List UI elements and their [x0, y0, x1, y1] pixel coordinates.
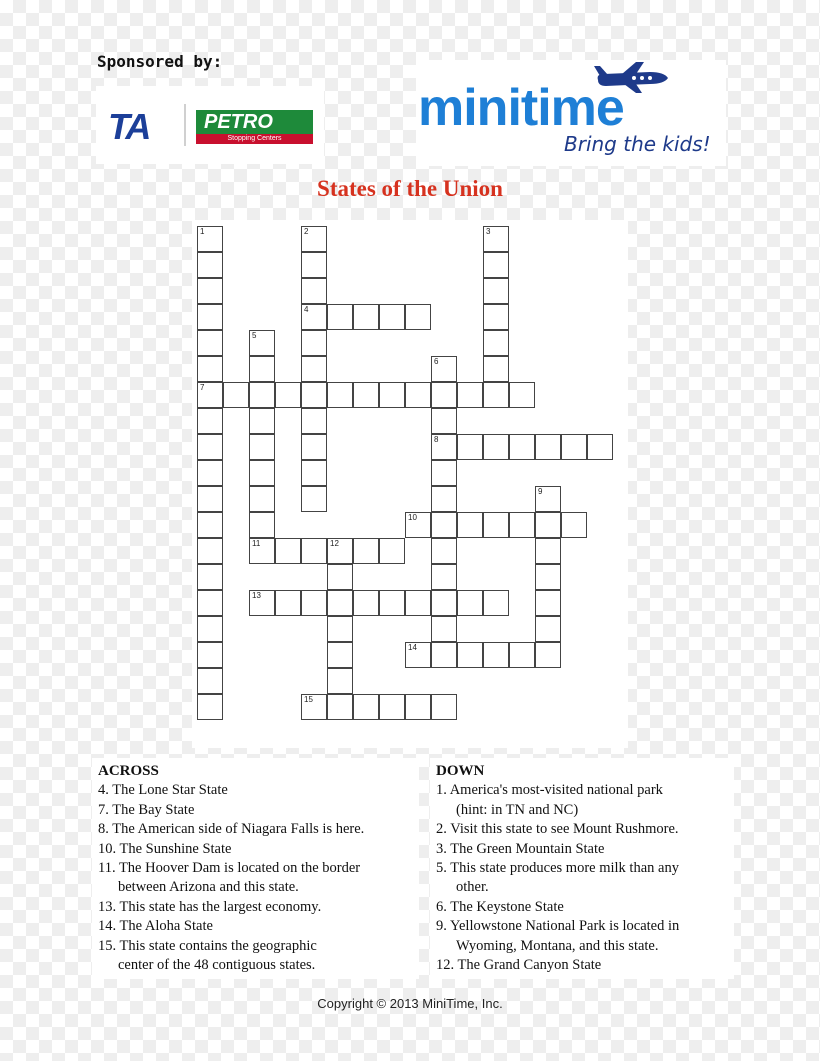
crossword-cell[interactable] — [483, 330, 509, 356]
clue-number: 7 — [200, 383, 205, 392]
clue-number: 14 — [408, 643, 417, 652]
crossword-cell[interactable] — [587, 434, 613, 460]
crossword-cell[interactable] — [301, 226, 327, 252]
crossword-cell[interactable] — [301, 590, 327, 616]
clue-item: 6. The Keystone State — [436, 898, 564, 915]
crossword-cell[interactable] — [535, 590, 561, 616]
crossword-cell[interactable] — [483, 356, 509, 382]
crossword-cell[interactable] — [197, 694, 223, 720]
crossword-cell[interactable] — [223, 382, 249, 408]
down-heading: DOWN — [436, 763, 485, 779]
clue-number: 4 — [304, 305, 309, 314]
crossword-cell[interactable] — [301, 278, 327, 304]
crossword-cell[interactable] — [327, 564, 353, 590]
crossword-cell[interactable] — [561, 434, 587, 460]
clue-item: 2. Visit this state to see Mount Rushmore. — [436, 821, 679, 838]
clue-item: 3. The Green Mountain State — [436, 840, 605, 857]
crossword-cell[interactable] — [353, 304, 379, 330]
crossword-cell[interactable] — [197, 668, 223, 694]
crossword-cell[interactable] — [275, 590, 301, 616]
crossword-cell[interactable] — [405, 382, 431, 408]
across-clues — [92, 758, 419, 979]
clue-item: 8. The American side of Niagara Falls is here. — [98, 821, 365, 838]
crossword-cell[interactable] — [197, 408, 223, 434]
crossword-cell[interactable] — [431, 356, 457, 382]
crossword-cell[interactable] — [197, 304, 223, 330]
clue-item: 15. This state contains the geographic center of the 48 contiguous states. — [98, 937, 317, 974]
crossword-cell[interactable] — [379, 382, 405, 408]
crossword-cell[interactable] — [535, 538, 561, 564]
crossword-cell[interactable] — [379, 694, 405, 720]
crossword-cell[interactable] — [483, 304, 509, 330]
crossword-cell[interactable] — [301, 694, 327, 720]
crossword-cell[interactable] — [457, 434, 483, 460]
clue-number: 6 — [434, 357, 439, 366]
ta-logo: TA — [108, 106, 150, 147]
clue-number: 5 — [252, 331, 257, 340]
crossword-cell[interactable] — [535, 512, 561, 538]
clue-number: 8 — [434, 435, 439, 444]
crossword-cell[interactable] — [301, 330, 327, 356]
crossword-cell[interactable] — [353, 590, 379, 616]
crossword-cell[interactable] — [249, 434, 275, 460]
clue-number: 15 — [304, 695, 313, 704]
crossword-cell[interactable] — [431, 564, 457, 590]
crossword-cell[interactable] — [327, 642, 353, 668]
crossword-cell[interactable] — [301, 382, 327, 408]
crossword-cell[interactable] — [405, 694, 431, 720]
crossword-cell[interactable] — [431, 408, 457, 434]
crossword-cell[interactable] — [197, 252, 223, 278]
crossword-cell[interactable] — [405, 304, 431, 330]
crossword-cell[interactable] — [535, 564, 561, 590]
crossword-cell[interactable] — [431, 512, 457, 538]
clue-item: 1. America's most-visited national park (hint: in TN and NC) — [436, 782, 663, 818]
crossword-cell[interactable] — [327, 668, 353, 694]
crossword-cell[interactable] — [509, 642, 535, 668]
crossword-cell[interactable] — [379, 590, 405, 616]
crossword-cell[interactable] — [301, 538, 327, 564]
crossword-cell[interactable] — [483, 278, 509, 304]
clue-number: 10 — [408, 513, 417, 522]
crossword-cell[interactable] — [301, 434, 327, 460]
crossword-cell[interactable] — [483, 382, 509, 408]
clue-number: 3 — [486, 227, 491, 236]
crossword-cell[interactable] — [379, 538, 405, 564]
clue-item: 4. The Lone Star State — [98, 782, 228, 799]
crossword-cell[interactable] — [301, 252, 327, 278]
crossword-cell[interactable] — [561, 512, 587, 538]
crossword-cell[interactable] — [327, 616, 353, 642]
crossword-cell[interactable] — [353, 382, 379, 408]
clue-number: 11 — [252, 539, 261, 548]
crossword-cell[interactable] — [483, 434, 509, 460]
clue-item: 12. The Grand Canyon State — [436, 957, 602, 974]
clue-number: 2 — [304, 227, 309, 236]
crossword-cell[interactable] — [431, 616, 457, 642]
crossword-cell[interactable] — [509, 434, 535, 460]
crossword-cell[interactable] — [249, 590, 275, 616]
petro-logo-subtitle: Stopping Centers — [196, 134, 313, 144]
crossword-cell[interactable] — [327, 694, 353, 720]
crossword-cell[interactable] — [249, 486, 275, 512]
crossword-cell[interactable] — [197, 538, 223, 564]
crossword-cell[interactable] — [535, 642, 561, 668]
crossword-cell[interactable] — [197, 512, 223, 538]
crossword-cell[interactable] — [275, 382, 301, 408]
crossword-cell[interactable] — [457, 512, 483, 538]
crossword-cell[interactable] — [431, 538, 457, 564]
minitime-logo-text: minitime — [418, 79, 624, 137]
crossword-cell[interactable] — [301, 486, 327, 512]
crossword-cell[interactable] — [457, 642, 483, 668]
down-clue-list — [436, 781, 728, 975]
crossword-cell[interactable] — [379, 304, 405, 330]
sponsored-label: Sponsored by: — [97, 52, 223, 71]
crossword-cell[interactable] — [249, 512, 275, 538]
crossword-cell[interactable] — [535, 434, 561, 460]
crossword-cell[interactable] — [483, 642, 509, 668]
crossword-cell[interactable] — [535, 486, 561, 512]
crossword-cell[interactable] — [197, 564, 223, 590]
across-heading: ACROSS — [98, 763, 159, 779]
crossword-cell[interactable] — [509, 382, 535, 408]
crossword-cell[interactable] — [197, 460, 223, 486]
crossword-cell[interactable] — [327, 304, 353, 330]
crossword-cell[interactable] — [249, 538, 275, 564]
clue-item: 9. Yellowstone National Park is located in Wyoming, Montana, and this state. — [436, 918, 680, 954]
crossword-cell[interactable] — [431, 486, 457, 512]
crossword-cell[interactable] — [249, 356, 275, 382]
crossword-cell[interactable] — [431, 382, 457, 408]
crossword-cell[interactable] — [483, 512, 509, 538]
crossword-cell[interactable] — [197, 382, 223, 408]
crossword-cell[interactable] — [197, 330, 223, 356]
crossword-cell[interactable] — [197, 278, 223, 304]
crossword-cell[interactable] — [353, 694, 379, 720]
crossword-cell[interactable] — [431, 642, 457, 668]
crossword-cell[interactable] — [431, 590, 457, 616]
down-clues — [430, 758, 734, 979]
clue-item: 7. The Bay State — [98, 801, 195, 818]
crossword-cell[interactable] — [301, 356, 327, 382]
crossword-cell[interactable] — [197, 616, 223, 642]
crossword-cell[interactable] — [431, 694, 457, 720]
crossword-cell[interactable] — [405, 642, 431, 668]
crossword-cell[interactable] — [431, 434, 457, 460]
crossword-cell[interactable] — [483, 226, 509, 252]
clue-item: 11. The Hoover Dam is located on the border between Arizona and this state. — [98, 860, 361, 896]
across-clue-list — [98, 781, 413, 975]
ta-petro-logo — [96, 86, 324, 164]
crossword-cell[interactable] — [327, 382, 353, 408]
petro-logo-text: PETRO — [204, 111, 273, 133]
minitime-logo — [416, 60, 726, 166]
crossword-cell[interactable] — [197, 434, 223, 460]
crossword-cell[interactable] — [197, 226, 223, 252]
crossword-cell[interactable] — [197, 356, 223, 382]
crossword-cell[interactable] — [327, 590, 353, 616]
crossword-cell[interactable] — [249, 408, 275, 434]
clue-number: 9 — [538, 487, 543, 496]
crossword-cell[interactable] — [301, 460, 327, 486]
crossword-cell[interactable] — [249, 382, 275, 408]
minitime-tagline: Bring the kids! — [564, 132, 711, 156]
crossword-cell[interactable] — [327, 538, 353, 564]
clue-item: 5. This state produces more milk than any other. — [436, 860, 679, 896]
crossword-cell[interactable] — [301, 408, 327, 434]
crossword-cell[interactable] — [405, 512, 431, 538]
clue-number: 13 — [252, 591, 261, 600]
crossword-cell[interactable] — [483, 252, 509, 278]
crossword-cell[interactable] — [197, 642, 223, 668]
copyright-notice: Copyright © 2013 MiniTime, Inc. — [317, 996, 503, 1011]
petro-logo — [196, 110, 313, 144]
crossword-cell[interactable] — [509, 512, 535, 538]
crossword-cell[interactable] — [249, 330, 275, 356]
logo-divider — [184, 104, 186, 146]
crossword-cell[interactable] — [353, 538, 379, 564]
clue-item: 13. This state has the largest economy. — [98, 898, 322, 915]
crossword-cell[interactable] — [249, 460, 275, 486]
clue-number: 1 — [200, 227, 205, 236]
crossword-cell[interactable] — [483, 590, 509, 616]
crossword-cell[interactable] — [275, 538, 301, 564]
clue-item: 10. The Sunshine State — [98, 840, 232, 857]
crossword-cell[interactable] — [457, 590, 483, 616]
puzzle-title: States of the Union — [317, 176, 503, 201]
crossword-cell[interactable] — [405, 590, 431, 616]
crossword-cell[interactable] — [197, 486, 223, 512]
crossword-cell[interactable] — [457, 382, 483, 408]
clue-number: 12 — [330, 539, 339, 548]
crossword-cell[interactable] — [431, 460, 457, 486]
crossword-cell[interactable] — [301, 304, 327, 330]
clue-item: 14. The Aloha State — [98, 918, 213, 935]
crossword-cell[interactable] — [535, 616, 561, 642]
crossword-cell[interactable] — [197, 590, 223, 616]
